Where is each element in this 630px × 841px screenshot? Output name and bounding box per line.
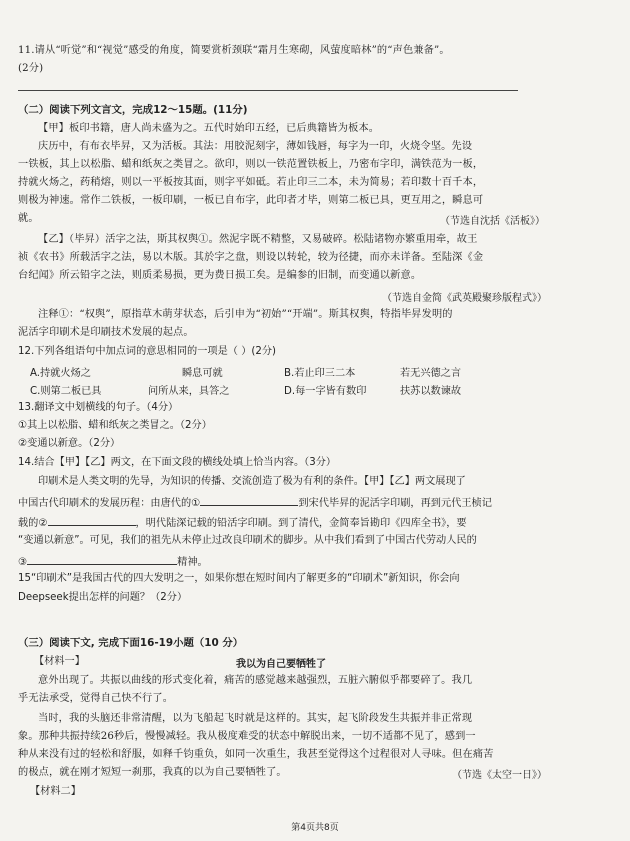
- m1-paragraph-line: 种从来没有过的轻松和舒服，如释千钧重负，如同一次重生，我甚至觉得这个过程很对人寻味。但在痛苦: [18, 749, 494, 760]
- q12-stem: 12.下列各组语句中加点词的意思相同的一项是（ ）(2分): [18, 346, 276, 357]
- q11-score: (2分): [18, 63, 44, 74]
- q14-text: 中国古代印刷术的发展历程：由唐代的①: [18, 498, 201, 509]
- jia-line: 【甲】板印书籍，唐人尚未盛为之。五代时始印五经，已后典籍皆为板本。: [38, 123, 380, 134]
- yi-line: 祯《农书》所载活字之法，易以木版。其於字之盘，则设以转轮，较为径捷，而亦未详备。至陆深《金: [18, 252, 484, 263]
- section3-title: （三）阅读下文, 完成下面16-19小题（10 分）: [18, 637, 244, 649]
- q14-line: 印刷术是人类文明的先导，为知识的传播、交流创造了极为有利的条件。【甲】【乙】两文展现了: [38, 476, 466, 487]
- q14-line: [18, 553, 618, 570]
- q12-option-a-right: 瞬息可就: [182, 368, 223, 379]
- material1-label: 【材料一】: [34, 656, 85, 667]
- jia-line: 庆历中，有布衣毕昇，又为活板。其法：用胶泥刻字，薄如钱唇，每字为一印，火烧令坚。先设: [38, 141, 473, 152]
- q14-stem: 14.结合【甲】【乙】两文，在下面文段的横线处填上恰当内容。（3分）: [18, 457, 337, 468]
- yi-line: 【乙】（毕昇）活字之法，斯其权舆①。然泥字既不精整，又易破碎。松陆诸物亦繁重用牵，故王: [38, 234, 478, 245]
- q14-line: “变通以新意”。可见，我们的祖先从未停止过改良印刷术的脚步。从中我们看到了中国古代劳动人民的: [18, 535, 477, 546]
- m1-paragraph-line: 意外出现了。共振以曲线的形式变化着，痛苦的感觉越来越强烈，五脏六腑似乎都要碎了。我几: [38, 675, 473, 686]
- q14-text: 精神。: [177, 557, 208, 568]
- m1-paragraph-line: 的极点，就在刚才短短一刹那，我真的以为自己要牺牲了。: [18, 767, 287, 778]
- q14-text: 载的②: [18, 518, 48, 529]
- q12-option-b-left: B.若止印三二本: [284, 368, 356, 379]
- q12-option-d-left: D.每一字皆有数印: [284, 386, 367, 397]
- q13-item: ①其上以松脂、蜡和纸灰之类冒之。（2分）: [18, 420, 212, 431]
- note-line: 泥活字印刷术是印刷技术发展的起点。: [18, 327, 194, 338]
- q12-option-a-left: A.持就火炀之: [30, 368, 91, 379]
- q12-option-d-right: 扶苏以数谏故: [400, 386, 462, 397]
- q14-text: ③: [18, 557, 28, 568]
- q14-text: 到宋代毕昇的泥活字印刷，再到元代王桢记: [298, 498, 492, 509]
- q15-line: 15“印刷术”是我国古代的四大发明之一，如果你想在短时间内了解更多的“印刷术”新知识，你会向: [18, 573, 460, 584]
- q13-item: ②变通以新意。（2分）: [18, 438, 121, 449]
- q12-option-c-left: C.则第二板已具: [30, 386, 102, 397]
- yi-line: 台纪闻》所云铅字之法，则质柔易损，更为费日损工矣。是编参的旧制，而变通以新意。: [18, 270, 422, 281]
- answer-blank-1[interactable]: [200, 494, 298, 506]
- page-footer: 第4页共8页: [291, 823, 339, 833]
- jia-line: 则极为神速。常作二铁板，一板印刷，一板已自布字，此印者才毕，则第二板已具，更互用之，瞬息可: [18, 195, 484, 206]
- q12-option-c-right: 问所从来，具答之: [148, 386, 230, 397]
- section2-title: （二）阅读下列文言文，完成12～15题。(11分): [18, 104, 248, 116]
- note-line: 注释①：“权舆”，原指草木萌芽状态，后引申为“初始”“开端”。斯其权舆，特指毕昇发明的: [38, 309, 453, 320]
- jia-line: 持就火炀之，药稍熔，则以一平板按其面，则字平如砥。若止印三二本，未为简易；若印数十百千本，: [18, 177, 484, 188]
- q13-stem: 13.翻译文中划横线的句子。（4分）: [18, 402, 179, 413]
- yi-source: （节选自金简《武英殿聚珍版程式》）: [382, 293, 547, 304]
- jia-line: 就。: [18, 213, 39, 224]
- m1-source: （节选《太空一日》）: [452, 770, 547, 781]
- q11-line: 11.请从“听觉”和“视觉”感受的角度，简要赏析颈联“霜月生寒砌，风萤度暗林”的“声色兼备”。: [18, 45, 450, 56]
- q12-option-b-right: 若无兴德之言: [400, 368, 462, 379]
- jia-line: 一铁板，其上以松脂、蜡和纸灰之类冒之。欲印，则以一铁范置铁板上，乃密布字印，满铁范为一板，: [18, 159, 484, 170]
- answer-blank-3[interactable]: [27, 553, 177, 565]
- q14-line: [18, 514, 618, 531]
- q14-text: ，明代陆深记载的铅活字印刷。到了清代，金简奉旨勘印《四库全书》，要: [135, 518, 467, 529]
- m1-paragraph-line: 乎无法承受，觉得自己快不行了。: [18, 693, 174, 704]
- material2-label: 【材料二】: [30, 786, 81, 797]
- jia-source: （节选自沈括《活板》）: [440, 216, 545, 227]
- q14-line: [18, 494, 618, 511]
- material1-title: 我以为自己要牺牲了: [236, 659, 326, 670]
- m1-paragraph-line: 当时，我的头脑还非常清醒，以为飞船起飞时就是这样的。其实，起飞阶段发生共振并非正常现: [38, 713, 473, 724]
- m1-paragraph-line: 象。那种共振持续26秒后，慢慢减轻。我从极度难受的状态中解脱出来，一切不适都不见了，感到一: [18, 731, 476, 742]
- answer-line: [18, 90, 518, 91]
- q15-line: Deepseek提出怎样的问题？（2分）: [18, 592, 188, 603]
- answer-blank-2[interactable]: [48, 514, 136, 526]
